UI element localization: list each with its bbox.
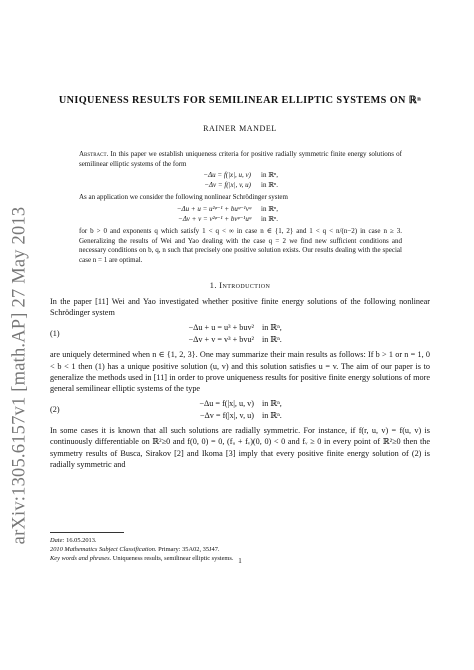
equation-domain: in ℝⁿ. (261, 214, 278, 223)
equation-lhs: −Δv + v = v²ᵠ⁻¹ + bvᵠ⁻¹uᵠ (177, 214, 251, 223)
equation-domain: in ℝⁿ, (262, 323, 282, 333)
equation-row (143, 181, 402, 191)
footnote-value: 16.05.2013. (64, 537, 97, 544)
abstract (79, 150, 402, 266)
footnote-rule (50, 532, 124, 533)
arxiv-stamp-text: arXiv:1305.6157v1 [math.AP] 27 May 2013 (9, 206, 30, 544)
page-number: 1 (238, 557, 242, 565)
footnote-label: 2010 Mathematics Subject Classification. (50, 546, 157, 553)
equation-domain: in ℝⁿ, (262, 399, 282, 409)
equation-domain: in ℝⁿ, (261, 171, 278, 180)
footnote-msc (50, 545, 430, 554)
footnote-label: Date: (50, 537, 65, 544)
equation-lhs: −Δu + u = u²ᵠ⁻¹ + buᵠ⁻¹vᵠ (176, 204, 251, 213)
abstract-text-2: As an application we consider the following nonlinear Schrödinger system (79, 193, 288, 202)
equation-row (50, 398, 430, 410)
equation-1 (50, 322, 430, 345)
paper-title: UNIQUENESS RESULTS FOR SEMILINEAR ELLIPTIC SYSTEMS ON ℝⁿ (58, 95, 422, 106)
footnote-value: Uniqueness results, semilinear elliptic systems. (111, 555, 234, 562)
equation-domain: in ℝⁿ. (261, 180, 278, 189)
footnote-date (50, 536, 430, 545)
abstract-label: Abstract. (79, 150, 109, 158)
equation-lhs: −Δv + v = v³ + bvu² (188, 334, 254, 344)
abstract-intro (79, 150, 402, 169)
equation-row (143, 205, 402, 215)
equation-domain: in ℝⁿ. (262, 334, 282, 344)
equation-row (143, 215, 402, 225)
equation-lhs: −Δu + u = u³ + buv² (188, 323, 254, 333)
paragraph-3: In some cases it is known that all such solutions are radially symmetric. For instance, if f(r, u, v) = f(u, v) is continuously differentiable on ℝ²≥0 and f(0, 0) = 0, (fᵤ + fᵥ)(0, 0) < 0 and fᵥ ≥ 0 in every point of ℝ²≥0 then the symmetry results of Busca, Sirakov [2] and Ikoma [3] imply that every positive finite energy solution of (2) is radially symmetric and (50, 426, 430, 469)
abstract-system-1 (143, 171, 402, 190)
abstract-system-2 (143, 205, 402, 224)
equation-number: (1) (50, 329, 60, 339)
equation-domain: in ℝⁿ, (261, 204, 278, 213)
equation-lhs: −Δv = f(|x|, v, u) (204, 180, 251, 189)
abstract-text-1: In this paper we establish uniqueness criteria for positive radially symmetric finite energy solutions of semilinear elliptic systems of the form (79, 150, 402, 168)
footnote-label: Key words and phrases. (50, 555, 112, 562)
equation-row (50, 410, 430, 422)
paragraph-1: In the paper [11] Wei and Yao investigated whether positive finite energy solutions of the following nonlinear Schrödinger system (50, 297, 430, 318)
author-name: RAINER MANDEL (203, 124, 277, 133)
equation-2 (50, 398, 430, 421)
equation-row (143, 171, 402, 181)
equation-row (50, 322, 430, 334)
equation-number: (2) (50, 405, 60, 415)
footnote-value: Primary: 35A02, 35J47. (156, 546, 220, 553)
equation-domain: in ℝⁿ. (262, 410, 282, 420)
arxiv-stamp (2, 160, 38, 590)
equation-lhs: −Δv = f(|x|, v, u) (199, 410, 254, 420)
paragraph-2: are uniquely determined when n ∈ {1, 2, 3}. One may summarize their main results as follows: If b > 1 or n = 1, 0 < b < 1 then (1) has a unique positive solution (u, v) and this solution satisfies u = v. The aim of our paper is to generalize the methods used in [11] in order to prove uniqueness results for positive finite energy solutions of more general semilinear elliptic systems of the type (50, 350, 430, 394)
section-heading: 1. Introduction (209, 281, 271, 290)
abstract-text-3: for b > 0 and exponents q which satisfy 1 < q < ∞ in case n ∈ {1, 2} and 1 < q < n/(n−2) in case n ≥ 3. Generalizing the results of Wei and Yao dealing with the case q = 2 we find new sufficient conditions and necessary conditions on b, q, n such that precisely one positive solution exists. Our results dealing with the special case n = 1 are optimal. (79, 227, 402, 264)
body-text (50, 296, 430, 470)
equation-lhs: −Δu = f(|x|, u, v) (199, 399, 254, 409)
equation-row (50, 334, 430, 346)
equation-lhs: −Δu = f(|x|, u, v) (203, 171, 251, 180)
